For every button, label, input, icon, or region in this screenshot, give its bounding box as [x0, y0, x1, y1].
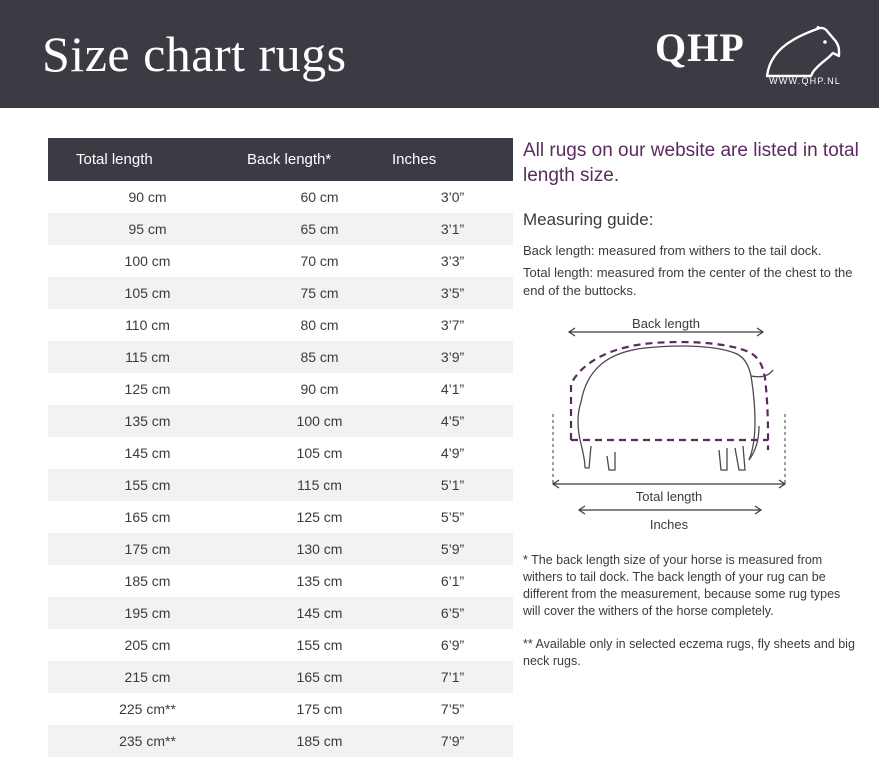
diagram-label-total-length: Total length — [635, 489, 703, 504]
table-cell: 7’5” — [440, 701, 465, 717]
table-cell: 115 cm — [247, 469, 392, 501]
table-row — [48, 533, 513, 565]
table-row — [48, 693, 513, 725]
table-cell: 125 cm — [296, 509, 343, 525]
table-cell: 135 cm — [296, 573, 343, 589]
table-cell: 100 cm — [247, 405, 392, 437]
table-cell: 100 cm — [124, 253, 171, 269]
table-cell: 70 cm — [300, 253, 339, 269]
table-cell: 75 cm — [247, 277, 392, 309]
table-cell: 155 cm — [48, 469, 247, 501]
footnote-back-length: * The back length size of your horse is measured from withers to tail dock. The back length of your rug can be different from the measurement, because some rug types will cover the withers of the horse completely. — [523, 553, 841, 618]
table-cell: 65 cm — [247, 213, 392, 245]
table-row — [48, 597, 513, 629]
info-panel — [485, 138, 879, 731]
horse-rug-diagram — [523, 318, 859, 538]
logo-website-url: WWW.QHP.NL — [769, 76, 841, 86]
table-row — [48, 405, 513, 437]
table-cell: 235 cm** — [48, 725, 247, 757]
table-cell: 90 cm — [300, 381, 339, 397]
table-cell: 3’1” — [392, 213, 513, 245]
table-cell: 7’1” — [392, 661, 513, 693]
table-cell: 3’7” — [440, 317, 465, 333]
table-row — [48, 501, 513, 533]
table-cell: 90 cm — [128, 189, 167, 205]
table-cell: 3’3” — [440, 253, 465, 269]
horse-head-icon — [759, 26, 845, 83]
table-cell: 7’9” — [392, 725, 513, 757]
table-row — [48, 565, 513, 597]
table-cell: 3’5” — [392, 277, 513, 309]
column-header-back-length: Back length* — [247, 138, 392, 181]
table-cell: 115 cm — [48, 341, 247, 373]
table-row — [48, 629, 513, 661]
total-length-description: Total length: measured from the center of the chest to the end of the buttocks. — [523, 265, 853, 298]
column-header-total-length: Total length — [48, 138, 247, 181]
table-cell: 165 cm — [124, 509, 171, 525]
table-cell: 135 cm — [48, 405, 247, 437]
page-content — [0, 108, 879, 749]
table-cell: 195 cm — [48, 597, 247, 629]
logo-wordmark: QHP — [655, 25, 745, 70]
table-cell: 6’9” — [440, 637, 465, 653]
table-cell: 4’9” — [440, 445, 465, 461]
table-cell: 125 cm — [124, 381, 171, 397]
table-cell: 185 cm — [124, 573, 171, 589]
table-row — [48, 341, 513, 373]
measuring-guide-title: Measuring guide: — [523, 210, 654, 229]
table-body — [48, 181, 513, 757]
table-cell: 4’1” — [440, 381, 465, 397]
page-title: Size chart rugs — [42, 26, 347, 82]
table-cell: 4’5” — [392, 405, 513, 437]
footnote-availability: ** Available only in selected eczema rugs, fly sheets and big neck rugs. — [523, 637, 855, 668]
table-cell: 130 cm — [247, 533, 392, 565]
table-cell: 85 cm — [247, 341, 392, 373]
table-cell: 95 cm — [48, 213, 247, 245]
table-row — [48, 725, 513, 757]
table-cell: 3’0” — [440, 189, 465, 205]
table-cell: 145 cm — [124, 445, 171, 461]
table-cell: 5’1” — [392, 469, 513, 501]
table-row — [48, 277, 513, 309]
table-head — [48, 138, 513, 181]
table-row — [48, 373, 513, 405]
diagram-label-inches: Inches — [649, 517, 689, 532]
table-row — [48, 309, 513, 341]
table-cell: 145 cm — [247, 597, 392, 629]
table-cell: 165 cm — [247, 661, 392, 693]
table-cell: 6’1” — [440, 573, 465, 589]
table-cell: 175 cm — [48, 533, 247, 565]
table-cell: 80 cm — [300, 317, 339, 333]
page-header — [0, 0, 879, 108]
table-header-row — [48, 138, 513, 181]
table-cell: 5’9” — [392, 533, 513, 565]
table-row — [48, 469, 513, 501]
table-cell: 215 cm — [48, 661, 247, 693]
size-table-container — [0, 138, 485, 749]
table-cell: 60 cm — [300, 189, 339, 205]
table-cell: 6’5” — [392, 597, 513, 629]
table-cell: 155 cm — [296, 637, 343, 653]
size-chart-table — [48, 138, 513, 757]
table-cell: 225 cm** — [119, 701, 176, 717]
table-cell: 110 cm — [125, 317, 170, 333]
table-row — [48, 181, 513, 213]
table-cell: 175 cm — [296, 701, 343, 717]
table-row — [48, 213, 513, 245]
table-row — [48, 437, 513, 469]
table-cell: 5’5” — [440, 509, 465, 525]
info-headline: All rugs on our website are listed in total length size. — [523, 140, 859, 186]
table-cell: 3’9” — [392, 341, 513, 373]
table-cell: 185 cm — [247, 725, 392, 757]
table-row — [48, 245, 513, 277]
table-cell: 105 cm — [296, 445, 343, 461]
back-length-description: Back length: measured from withers to the tail dock. — [523, 243, 822, 258]
table-cell: 205 cm — [124, 637, 171, 653]
brand-logo — [649, 26, 849, 88]
column-header-inches: Inches — [392, 138, 513, 181]
table-cell: 105 cm — [48, 277, 247, 309]
table-row — [48, 661, 513, 693]
diagram-label-back-length: Back length — [632, 318, 700, 331]
